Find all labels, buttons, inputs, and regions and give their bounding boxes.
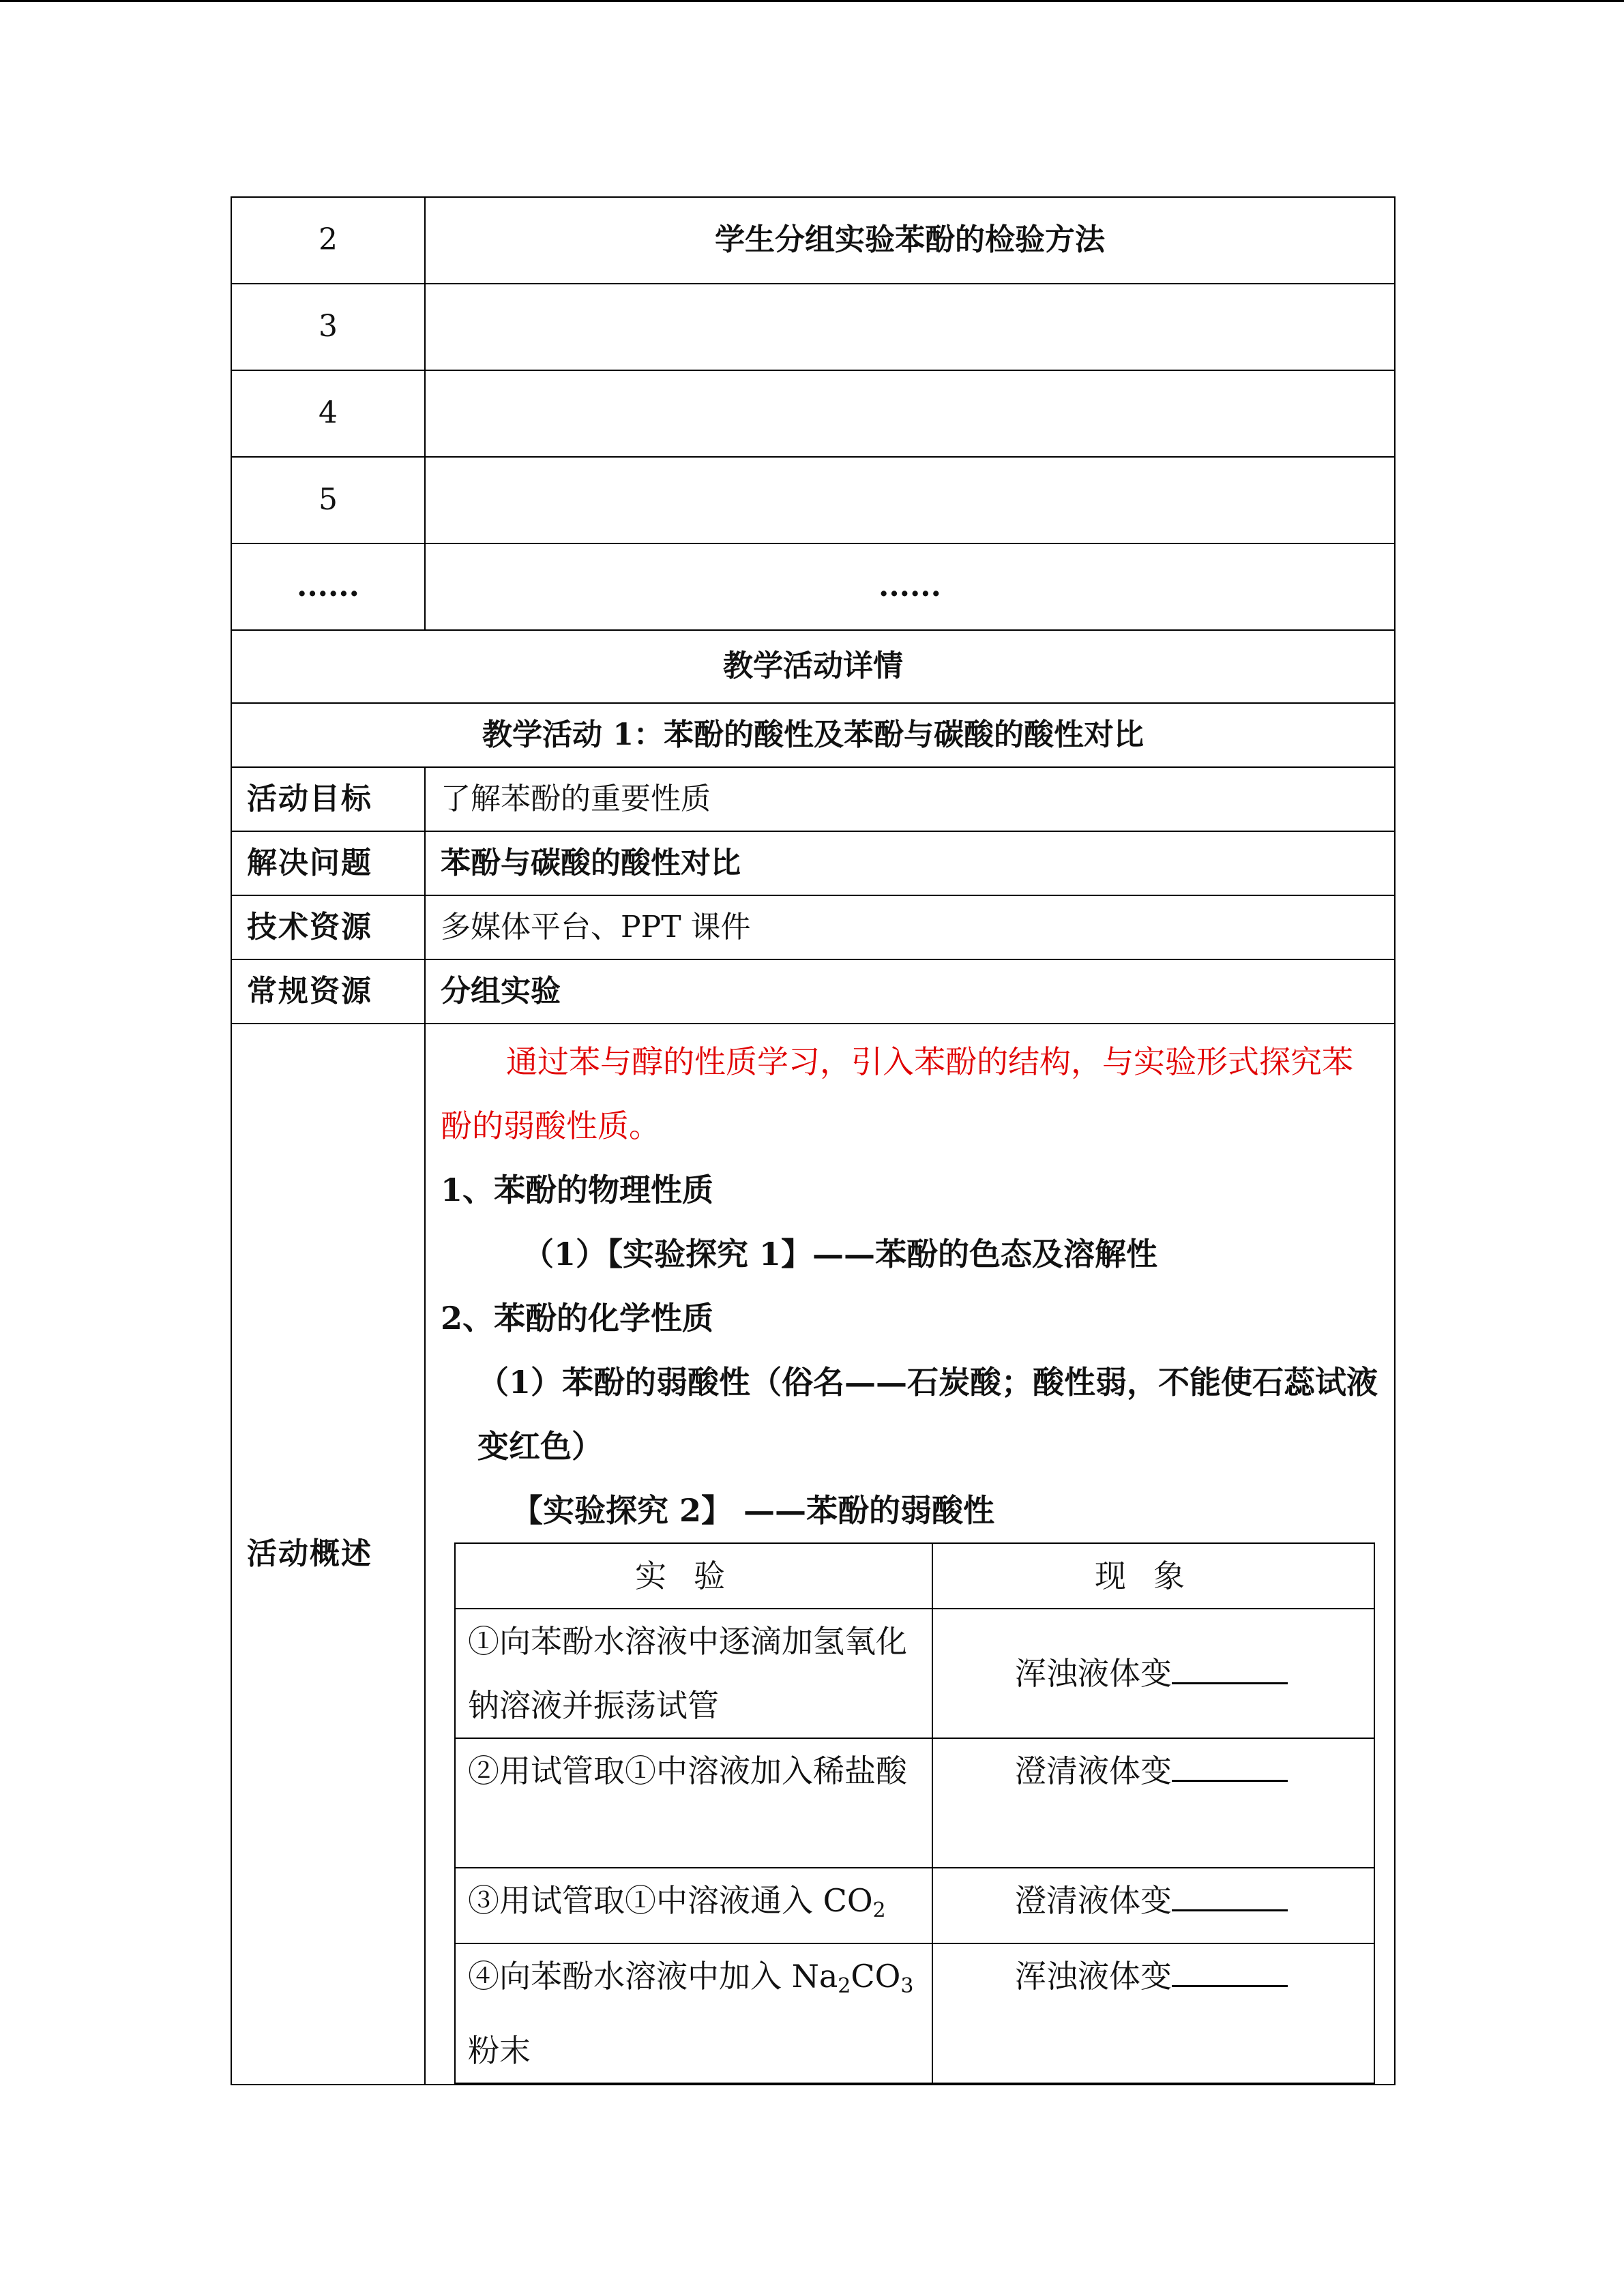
header-experiment: 实验 — [455, 1543, 932, 1609]
experiment-step — [455, 1868, 932, 1943]
row-content — [425, 284, 1395, 370]
experiment-step-text: ③用试管取①中溶液通入 CO — [468, 1882, 873, 1919]
row-content: 学生分组实验苯酚的检验方法 — [425, 197, 1395, 284]
overview-experiment-1: （1）【实验探究 1】——苯酚的色态及溶解性 — [522, 1236, 1158, 1272]
table-row — [455, 1943, 1374, 2083]
field-row-tech — [231, 895, 1395, 959]
overview-intro: 通过苯与醇的性质学习，引入苯酚的结构，与实验形式探究苯酚的弱酸性质。 — [441, 1043, 1353, 1144]
normal-value: 分组实验 — [425, 959, 1395, 1024]
overview-acidity: （1）苯酚的弱酸性（俗名——石炭酸；酸性弱，不能使石蕊试液变红色） — [477, 1364, 1378, 1465]
answer-blank[interactable] — [1172, 1647, 1288, 1684]
normal-label: 常规资源 — [231, 959, 425, 1024]
section-title: 教学活动详情 — [231, 630, 1395, 703]
experiment-table-header — [455, 1543, 1374, 1609]
row-content: ...... — [425, 543, 1395, 630]
experiment-step-text: 粉末 — [468, 2032, 531, 2069]
experiment-step-text: ④向苯酚水溶液中加入 Na — [468, 1958, 838, 1995]
lesson-plan-table — [231, 196, 1396, 2085]
subscript: 3 — [900, 1974, 914, 1998]
phenomenon-text: 浑浊液体变 — [1015, 1958, 1172, 1995]
phenomenon-text: 澄清液体变 — [1015, 1882, 1172, 1919]
overview-content — [425, 1024, 1395, 2085]
activity-title: 教学活动 1：苯酚的酸性及苯酚与碳酸的酸性对比 — [231, 703, 1395, 767]
problem-label: 解决问题 — [231, 831, 425, 895]
experiment-step-text: CO — [851, 1958, 901, 1995]
table-row — [231, 197, 1395, 284]
table-row — [231, 457, 1395, 543]
problem-value: 苯酚与碳酸的酸性对比 — [425, 831, 1395, 895]
overview-experiment-2: 【实验探究 2】 ——苯酚的弱酸性 — [512, 1492, 995, 1529]
experiment-table — [454, 1542, 1375, 2084]
row-number: 3 — [231, 284, 425, 370]
answer-blank[interactable] — [1172, 1950, 1288, 1987]
table-row — [455, 1609, 1374, 1738]
experiment-step: ②用试管取①中溶液加入稀盐酸 — [455, 1738, 932, 1868]
answer-blank[interactable] — [1172, 1744, 1288, 1782]
phenomenon-text: 澄清液体变 — [1015, 1753, 1172, 1789]
row-number: 2 — [231, 197, 425, 284]
table-row — [455, 1738, 1374, 1868]
row-number: 5 — [231, 457, 425, 543]
subscript: 2 — [838, 1974, 851, 1998]
tech-value: 多媒体平台、PPT 课件 — [425, 895, 1395, 959]
field-row-problem — [231, 831, 1395, 895]
goal-value: 了解苯酚的重要性质 — [425, 767, 1395, 831]
phenomenon-cell — [932, 1868, 1374, 1943]
field-row-goal — [231, 767, 1395, 831]
experiment-step — [455, 1943, 932, 2083]
row-number: 4 — [231, 370, 425, 457]
field-row-normal — [231, 959, 1395, 1024]
experiment-step: ①向苯酚水溶液中逐滴加氢氧化钠溶液并振荡试管 — [455, 1609, 932, 1738]
table-row — [455, 1868, 1374, 1943]
overview-heading-chemical: 2、苯酚的化学性质 — [441, 1300, 714, 1337]
phenomenon-cell — [932, 1609, 1374, 1738]
row-number: ...... — [231, 543, 425, 630]
table-row — [231, 543, 1395, 630]
tech-label: 技术资源 — [231, 895, 425, 959]
phenomenon-cell — [932, 1738, 1374, 1868]
phenomenon-text: 浑浊液体变 — [1015, 1655, 1172, 1692]
phenomenon-cell — [932, 1943, 1374, 2083]
overview-label: 活动概述 — [231, 1024, 425, 2085]
row-content — [425, 370, 1395, 457]
overview-heading-physical: 1、苯酚的物理性质 — [441, 1172, 714, 1208]
answer-blank[interactable] — [1172, 1874, 1288, 1911]
table-row — [231, 370, 1395, 457]
header-phenomenon: 现象 — [932, 1543, 1374, 1609]
page-top-border — [0, 0, 1624, 2]
table-row — [231, 284, 1395, 370]
row-content — [425, 457, 1395, 543]
section-title-row — [231, 630, 1395, 703]
activity-title-row — [231, 703, 1395, 767]
goal-label: 活动目标 — [231, 767, 425, 831]
field-row-overview — [231, 1024, 1395, 2085]
subscript: 2 — [872, 1898, 886, 1922]
